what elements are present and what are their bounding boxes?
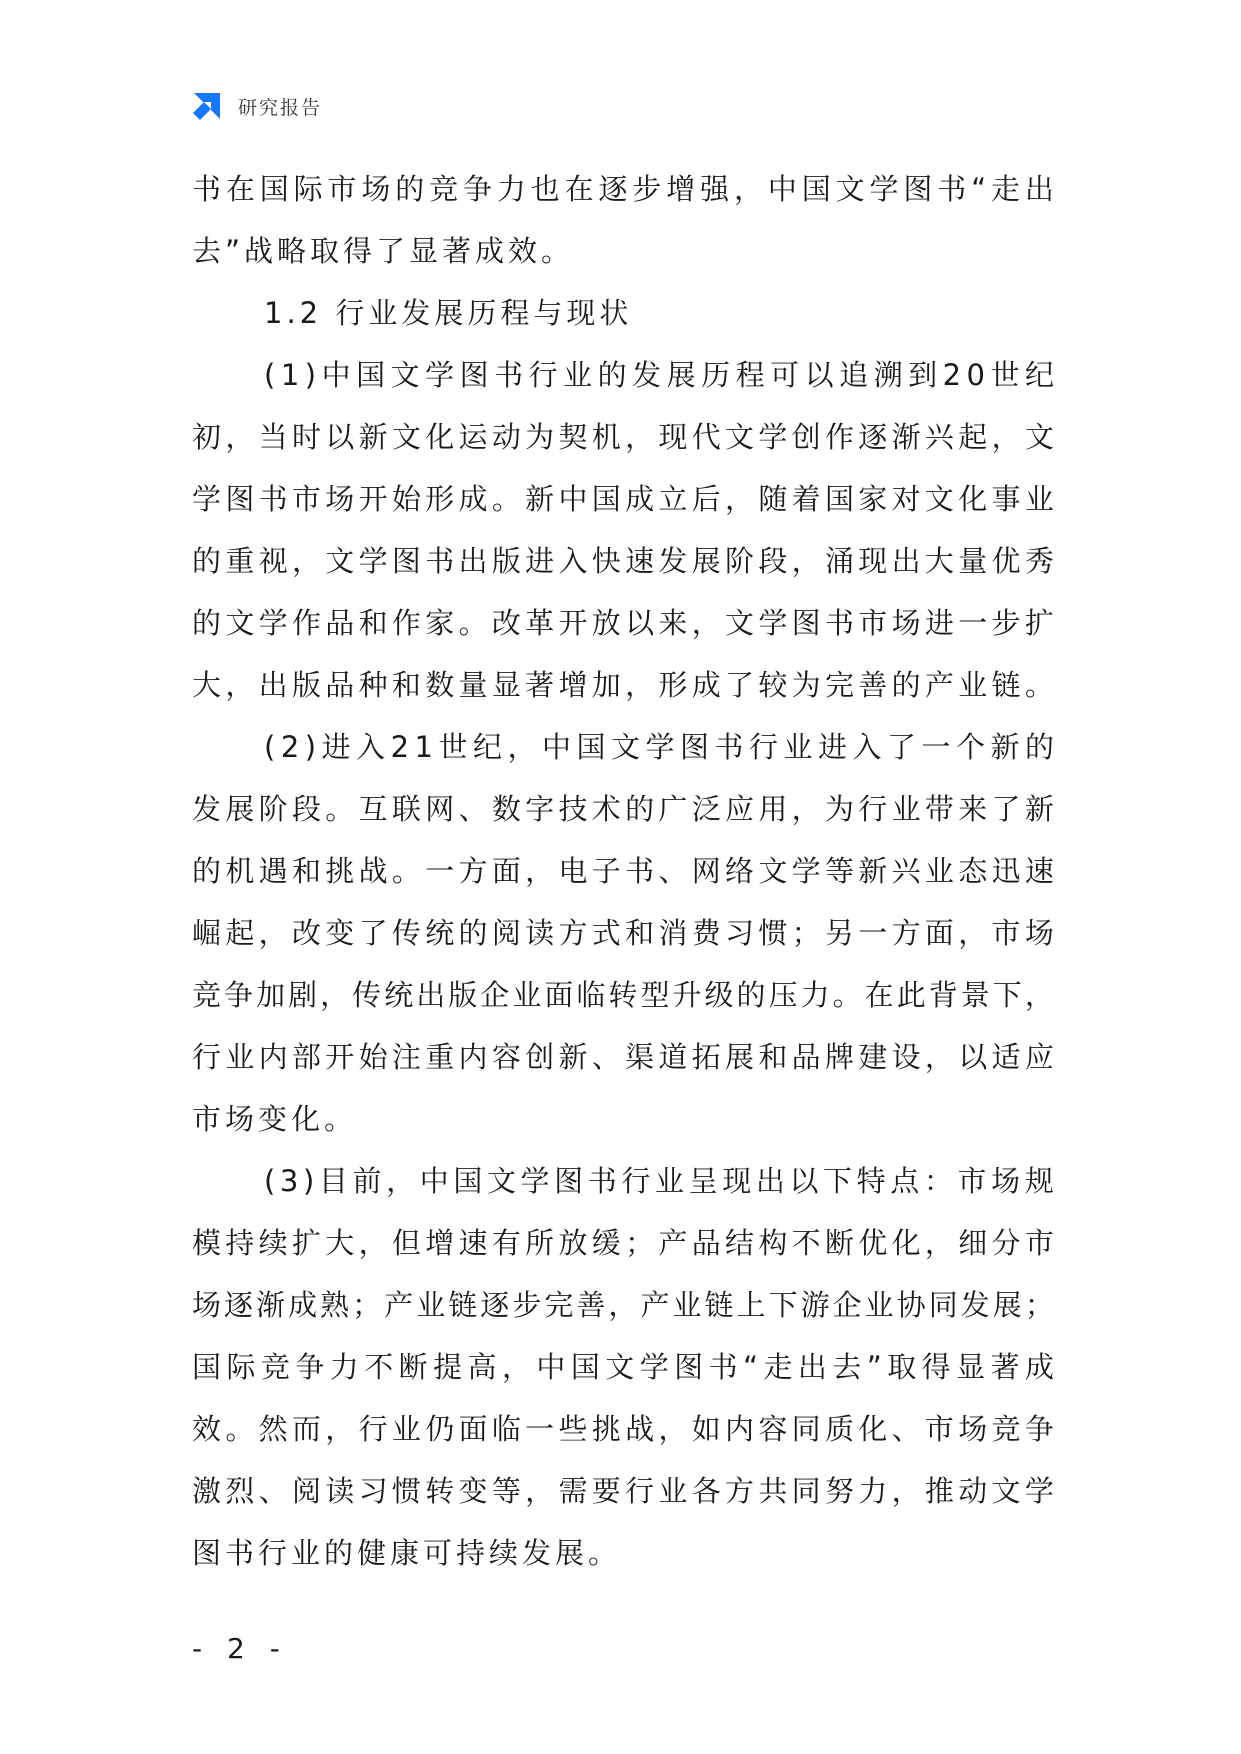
text-line: 去”战略取得了显著成效。 [192, 234, 575, 268]
text-line: 的 文 学 作 品 和 作 家 。 改 革 开 放 以 来 ， 文 学 图 书 市 场 进 一 步 扩 [192, 606, 1054, 640]
header-title: 研究报告 [238, 96, 323, 119]
text-line: 市场变化。 [192, 1102, 358, 1136]
text-line: 行 业 内 部 开 始 注 重 内 容 创 新 、 渠 道 拓 展 和 品 牌 建 设 ， 以 适 应 [192, 1040, 1054, 1074]
text-line: 发 展 阶 段 。 互 联 网 、 数 字 技 术 的 广 泛 应 用 ， 为 行 业 带 来 了 新 [192, 792, 1054, 826]
text-line: 模 持 续 扩 大 ， 但 增 速 有 所 放 缓 ； 产 品 结 构 不 断 优 化 ， 细 分 市 [192, 1226, 1054, 1260]
section-heading: 1.2 行业发展历程与现状 [264, 296, 633, 330]
arrow-up-right-icon [190, 89, 224, 123]
text-line: 的 重 视 ， 文 学 图 书 出 版 进 入 快 速 发 展 阶 段 ， 涌 现 出 大 量 优 秀 [192, 544, 1054, 578]
text-line: 初 ， 当 时 以 新 文 化 运 动 为 契 机 ， 现 代 文 学 创 作 逐 渐 兴 起 ， 文 [192, 420, 1054, 454]
paragraph-start: ( 1 ) 中 国 文 学 图 书 行 业 的 发 展 历 程 可 以 追 溯 到 2 0 世 纪 [264, 358, 1054, 392]
paragraph-start: ( 3 ) 目 前 ， 中 国 文 学 图 书 行 业 呈 现 出 以 下 特 点 ： 市 场 规 [264, 1164, 1054, 1198]
text-line: 学 图 书 市 场 开 始 形 成 。 新 中 国 成 立 后 ， 随 着 国 家 对 文 化 事 业 [192, 482, 1054, 516]
text-line: 国 际 竞 争 力 不 断 提 高 ， 中 国 文 学 图 书 “ 走 出 去 ” 取 得 显 著 成 [192, 1350, 1054, 1384]
page-header [190, 88, 322, 124]
text-line: 崛 起 ， 改 变 了 传 统 的 阅 读 方 式 和 消 费 习 惯 ； 另 一 方 面 ， 市 场 [192, 916, 1054, 950]
page-number: - 2 - [192, 1632, 288, 1665]
text-line: 激 烈 、 阅 读 习 惯 转 变 等 ， 需 要 行 业 各 方 共 同 努 力 ， 推 动 文 学 [192, 1474, 1054, 1508]
text-line: 书 在 国 际 市 场 的 竞 争 力 也 在 逐 步 增 强 ， 中 国 文 学 图 书 “ 走 出 [192, 172, 1054, 206]
text-line: 竞 争 加 剧 ， 传 统 出 版 企 业 面 临 转 型 升 级 的 压 力 。 在 此 背 景 下 ， [192, 978, 1054, 1012]
text-line: 大 ， 出 版 品 种 和 数 量 显 著 增 加 ， 形 成 了 较 为 完 善 的 产 业 链 。 [192, 668, 1054, 702]
paragraph-start: ( 2 ) 进 入 2 1 世 纪 ， 中 国 文 学 图 书 行 业 进 入 了 一 个 新 的 [264, 730, 1054, 764]
text-line: 效 。 然 而 ， 行 业 仍 面 临 一 些 挑 战 ， 如 内 容 同 质 化 、 市 场 竞 争 [192, 1412, 1054, 1446]
text-line: 场 逐 渐 成 熟 ； 产 业 链 逐 步 完 善 ， 产 业 链 上 下 游 企 业 协 同 发 展 ； [192, 1288, 1054, 1322]
text-line: 图书行业的健康可持续发展。 [192, 1536, 622, 1570]
text-line: 的 机 遇 和 挑 战 。 一 方 面 ， 电 子 书 、 网 络 文 学 等 新 兴 业 态 迅 速 [192, 854, 1054, 888]
document-body [192, 158, 1054, 1584]
